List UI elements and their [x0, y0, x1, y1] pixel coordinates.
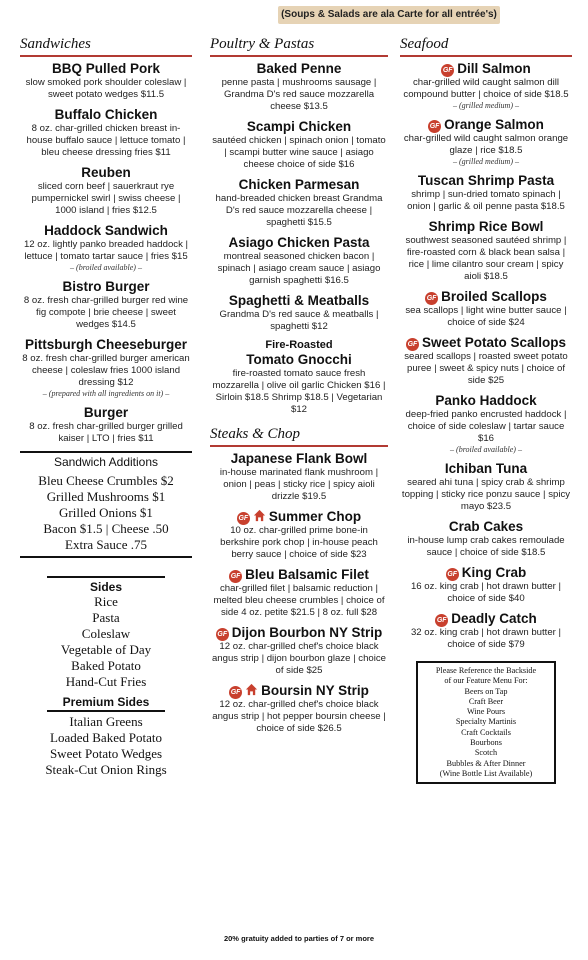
- item-description: 8 oz. fresh char-grilled burger grilled kaiser | LTO | fries $11: [29, 421, 183, 444]
- menu-item: [20, 279, 192, 331]
- menu-item: [210, 567, 388, 619]
- side-item: Pasta: [92, 610, 120, 625]
- menu-item: [20, 405, 192, 445]
- item-description: sliced corn beef | sauerkraut rye pumpernickel swirl | swiss cheese | 1000 island | fries $12.5: [31, 181, 181, 216]
- item-name: King Crab: [461, 565, 527, 580]
- item-title: [400, 289, 572, 305]
- item-title: [400, 461, 572, 477]
- item-title: [400, 519, 572, 535]
- feature-line: (Wine Bottle List Available): [439, 768, 533, 778]
- item-title: [210, 177, 388, 193]
- item-title: [400, 117, 572, 133]
- menu-item: [210, 509, 388, 561]
- item-title: [210, 509, 388, 525]
- column-seafood: [400, 36, 572, 784]
- item-note: – (grilled medium) –: [453, 101, 519, 110]
- gluten-free-icon: GF: [216, 628, 229, 641]
- steaks-list: [210, 451, 388, 735]
- section-heading-sandwiches: Sandwiches: [20, 36, 192, 57]
- item-title: [20, 405, 192, 421]
- item-name: Pittsburgh Cheeseburger: [24, 337, 188, 352]
- item-description: southwest seasoned sautéed shrimp | fire-roasted corn & black bean salsa | rice | lime cilantro sour cream | spicy aioli $18.5: [405, 235, 567, 282]
- banner-note: (Soups & Salads are ala Carte for all entrée's): [278, 6, 500, 24]
- item-title: [210, 61, 388, 77]
- item-description: in-house marinated flank mushroom | onion | peas | sticky rice | spicy aioli drizzle $19.5: [219, 467, 379, 502]
- item-description: deep-fried panko encrusted haddock | choice of side coleslaw | tartar sauce $16: [405, 409, 567, 444]
- item-name: Reuben: [81, 165, 131, 180]
- item-name: Crab Cakes: [448, 519, 524, 534]
- section-heading-seafood: Seafood: [400, 36, 572, 57]
- addition-item: Extra Sauce .75: [65, 537, 147, 552]
- item-note: – (broiled available) –: [70, 263, 142, 272]
- menu-item: [210, 119, 388, 171]
- gluten-free-icon: GF: [237, 512, 250, 525]
- item-name: Deadly Catch: [451, 611, 537, 626]
- item-title: [210, 352, 388, 368]
- feature-line: Scotch: [474, 748, 498, 758]
- menu-item: [400, 117, 572, 167]
- menu-item: [210, 61, 388, 113]
- menu-item: [210, 293, 388, 333]
- side-item: Coleslaw: [81, 626, 131, 641]
- menu-item: [400, 393, 572, 455]
- addition-item: Bleu Cheese Crumbles $2: [38, 473, 174, 488]
- addition-item: Bacon $1.5 | Cheese .50: [43, 521, 169, 536]
- menu-item: [400, 335, 572, 387]
- item-description: 10 oz. char-grilled prime bone-in berkshire pork chop | in-house peach berry sauce | choice of side $23: [220, 525, 378, 560]
- item-description: 32 oz. king crab | hot drawn butter | choice of side $79: [410, 627, 562, 650]
- item-name: Ichiban Tuna: [444, 461, 528, 476]
- gluten-free-icon: GF: [425, 292, 438, 305]
- poultry-list: [210, 61, 388, 416]
- item-title: [400, 565, 572, 581]
- menu-item: [400, 461, 572, 513]
- house-icon: [245, 683, 258, 696]
- gluten-free-icon: GF: [441, 64, 454, 77]
- item-name: Shrimp Rice Bowl: [428, 219, 544, 234]
- feature-line: Craft Cocktails: [461, 727, 511, 737]
- column-poultry-steaks: [210, 36, 388, 741]
- item-title: [400, 61, 572, 77]
- item-description: 8 oz. char-grilled chicken breast in-house buffalo sauce | lettuce tomato | bleu cheese dressing fries $11: [26, 123, 186, 158]
- item-description: penne pasta | mushrooms sausage | Grandma D's red sauce mozzarella cheese $13.5: [221, 77, 377, 112]
- item-name: Orange Salmon: [444, 117, 544, 132]
- item-name: Tuscan Shrimp Pasta: [417, 173, 555, 188]
- item-description: hand-breaded chicken breast Grandma D's red sauce mozzarella cheese | spaghetti $15.5: [215, 193, 383, 228]
- item-description: seared ahi tuna | spicy crab & shrimp topping | sticky rice ponzu sauce | spicy mayo $23.5: [401, 477, 571, 512]
- menu-item: [210, 339, 388, 416]
- menu-item: [20, 107, 192, 159]
- item-name: Broiled Scallops: [441, 289, 547, 304]
- item-name: Tomato Gnocchi: [246, 352, 352, 367]
- item-name: Scampi Chicken: [246, 119, 352, 134]
- gluten-free-icon: GF: [406, 338, 419, 351]
- house-icon: [253, 509, 266, 522]
- menu-item: [20, 337, 192, 399]
- item-name: Sweet Potato Scallops: [421, 335, 567, 350]
- item-name: Bistro Burger: [62, 279, 150, 294]
- item-description: 8 oz. fresh char-grilled burger red wine fig compote | brie cheese | sweet wedges $14.5: [23, 295, 189, 330]
- side-item: Baked Potato: [71, 658, 141, 673]
- menu-item: [400, 219, 572, 283]
- sandwich-additions-box: [20, 451, 192, 558]
- item-description: char-grilled filet | balsamic reduction | melted bleu cheese crumbles | choice of side 4 oz. petite $21.5 | 8 oz. full $28: [213, 583, 385, 618]
- item-name: Dijon Bourbon NY Strip: [231, 625, 383, 640]
- item-name: BBQ Pulled Pork: [51, 61, 161, 76]
- item-description: in-house lump crab cakes remoulade sauce | choice of side $18.5: [407, 535, 565, 558]
- item-description: 12 oz. char-grilled chef's choice black angus strip | hot pepper boursin cheese | choice of side $26.5: [212, 699, 386, 734]
- item-name: Asiago Chicken Pasta: [228, 235, 370, 250]
- item-description: slow smoked pork shoulder coleslaw | sweet potato wedges $11.5: [25, 77, 187, 100]
- side-item: Vegetable of Day: [60, 642, 152, 657]
- item-description: fire-roasted tomato sauce fresh mozzarella | olive oil garlic Chicken $16 | Sirloin $18.5 Shrimp $18.5 | Vegetarian $12: [212, 368, 386, 415]
- menu-item: [20, 61, 192, 101]
- premium-side-item: Steak-Cut Onion Rings: [45, 762, 167, 777]
- item-title: [210, 119, 388, 135]
- feature-menu-box: [416, 661, 556, 784]
- feature-line: Craft Beer: [468, 696, 504, 706]
- menu-item: [400, 519, 572, 559]
- menu-item: [210, 683, 388, 735]
- item-title: [400, 173, 572, 189]
- feature-line: Beers on Tap: [464, 686, 508, 696]
- item-title: [20, 223, 192, 239]
- item-name: Chicken Parmesan: [238, 177, 360, 192]
- premium-side-item: Sweet Potato Wedges: [49, 746, 163, 761]
- item-description: 12 oz. lightly panko breaded haddock | lettuce | tomato tartar sauce | fries $15: [23, 239, 189, 262]
- item-name: Buffalo Chicken: [54, 107, 158, 122]
- item-title-prefix: Fire-Roasted: [265, 339, 333, 351]
- item-name: Japanese Flank Bowl: [230, 451, 368, 466]
- item-title: [210, 235, 388, 251]
- feature-line: of our Feature Menu For:: [444, 676, 528, 686]
- item-note: – (grilled medium) –: [453, 157, 519, 166]
- column-sandwiches: [20, 36, 192, 778]
- item-title: [210, 683, 388, 699]
- gluten-free-icon: GF: [229, 686, 242, 699]
- sandwich-list: [20, 61, 192, 445]
- menu-item: [210, 235, 388, 287]
- item-note: – (broiled available) –: [450, 445, 522, 454]
- feature-line: Wine Pours: [466, 707, 506, 717]
- menu-item: [400, 565, 572, 605]
- item-description: 12 oz. char-grilled chef's choice black angus strip | dijon bourbon glaze | choice of side $25: [211, 641, 387, 676]
- item-name: Bleu Balsamic Filet: [245, 567, 369, 582]
- seafood-list: [400, 61, 572, 651]
- section-heading-steaks: Steaks & Chop: [210, 426, 388, 447]
- menu-item: [400, 173, 572, 213]
- menu-item: [400, 61, 572, 111]
- premium-sides-heading: Premium Sides: [47, 695, 165, 712]
- gluten-free-icon: GF: [229, 570, 242, 583]
- sides-heading: Sides: [47, 576, 165, 594]
- menu-item: [400, 289, 572, 329]
- gluten-free-icon: GF: [435, 614, 448, 627]
- gratuity-footer: 20% gratuity added to parties of 7 or more: [223, 934, 375, 943]
- menu-item: [20, 165, 192, 217]
- item-name: Haddock Sandwich: [44, 223, 168, 238]
- item-description: seared scallops | roasted sweet potato puree | sweet & spicy nuts | choice of side $25: [404, 351, 568, 386]
- section-heading-poultry: Poultry & Pastas: [210, 36, 388, 57]
- menu-item: [20, 223, 192, 273]
- gluten-free-icon: GF: [428, 120, 441, 133]
- item-title: [210, 293, 388, 309]
- item-description: 16 oz. king crab | hot drawn butter | choice of side $40: [410, 581, 562, 604]
- feature-line: Please Reference the Backside: [435, 666, 537, 675]
- item-description: sautéed chicken | spinach onion | tomato | scampi butter wine sauce | asiago cheese choice of side $16: [212, 135, 386, 170]
- item-title: [20, 279, 192, 295]
- item-name: Burger: [83, 405, 129, 420]
- item-name: Summer Chop: [268, 509, 362, 524]
- item-title: [210, 625, 388, 641]
- item-name: Dill Salmon: [457, 61, 531, 76]
- item-description: char-grilled wild caught salmon dill compound butter | choice of side $18.5: [403, 77, 569, 100]
- side-item: Hand-Cut Fries: [65, 674, 147, 689]
- premium-side-item: Italian Greens: [69, 714, 143, 729]
- item-name: Baked Penne: [256, 61, 342, 76]
- addition-item: Grilled Mushrooms $1: [46, 489, 166, 504]
- item-description: shrimp | sun-dried tomato spinach | onion | garlic & oil penne pasta $18.5: [407, 189, 565, 212]
- item-description: Grandma D's red sauce & meatballs | spaghetti $12: [219, 309, 379, 332]
- additions-list: [20, 473, 192, 553]
- item-title: [400, 335, 572, 351]
- menu-item: [210, 177, 388, 229]
- item-description: sea scallops | light wine butter sauce | choice of side $24: [405, 305, 567, 328]
- sides-list: [20, 594, 192, 690]
- item-title: [20, 61, 192, 77]
- item-title: [20, 107, 192, 123]
- item-description: montreal seasoned chicken bacon | spinach | asiago cream sauce | asiago garnish spaghetti $16.5: [217, 251, 381, 286]
- item-title: [400, 611, 572, 627]
- item-description: 8 oz. fresh char-grilled burger american cheese | coleslaw fries 1000 island dressing $12: [22, 353, 190, 388]
- item-title: [400, 393, 572, 409]
- item-title: [210, 567, 388, 583]
- premium-side-item: Loaded Baked Potato: [50, 730, 162, 745]
- item-name: Boursin NY Strip: [261, 683, 369, 698]
- additions-heading: Sandwich Additions: [53, 455, 159, 469]
- addition-item: Grilled Onions $1: [59, 505, 153, 520]
- menu-item: [210, 451, 388, 503]
- menu-item: [210, 625, 388, 677]
- side-item: Rice: [94, 594, 118, 609]
- premium-sides-list: [20, 714, 192, 778]
- item-title: [400, 219, 572, 235]
- gluten-free-icon: GF: [446, 568, 459, 581]
- item-description: char-grilled wild caught salmon orange glaze | rice $18.5: [403, 133, 569, 156]
- feature-line: Bubbles & After Dinner: [446, 758, 526, 768]
- item-note: – (prepared with all ingredients on it) –: [42, 389, 170, 398]
- item-name: Panko Haddock: [435, 393, 537, 408]
- menu-item: [400, 611, 572, 651]
- feature-line: Specialty Martinis: [455, 717, 517, 727]
- item-name: Spaghetti & Meatballs: [228, 293, 370, 308]
- feature-line: Bourbons: [470, 738, 502, 748]
- item-title: [20, 165, 192, 181]
- item-title: [210, 451, 388, 467]
- item-title: [20, 337, 192, 353]
